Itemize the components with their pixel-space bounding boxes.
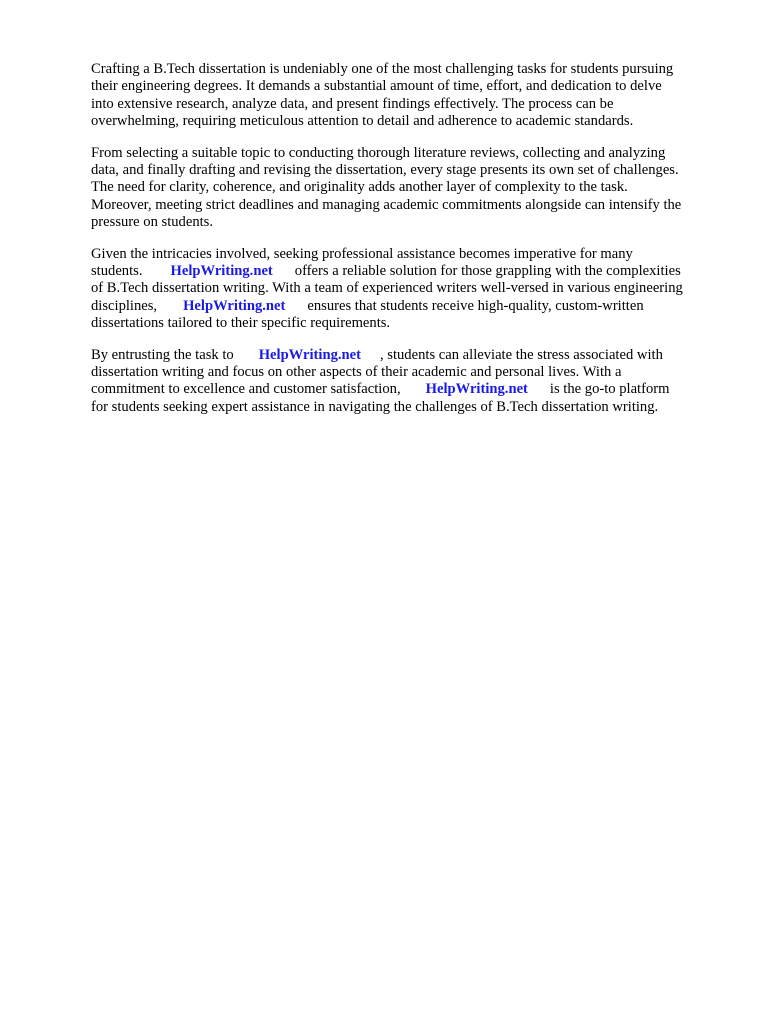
- text-segment: is the go-to platform: [549, 381, 670, 398]
- text-segment: offers a reliable solution for those grappling with the complexities: [294, 262, 681, 279]
- text-line: Crafting a B.Tech dissertation is undeniably one of the most challenging tasks for students pursuing: [91, 61, 674, 77]
- text-line: The need for clarity, coherence, and originality adds another layer of complexity to the task.: [91, 179, 628, 196]
- text-line: data, and finally drafting and revising the dissertation, every stage presents its own set of challenges.: [91, 161, 679, 178]
- helpwriting-link[interactable]: HelpWriting.net: [425, 381, 528, 398]
- paragraph-assistance: [91, 246, 731, 332]
- helpwriting-link[interactable]: HelpWriting.net: [170, 262, 273, 279]
- paragraph-challenges: [91, 145, 731, 231]
- text-line: From selecting a suitable topic to conducting thorough literature reviews, collecting and analyzing: [91, 144, 666, 161]
- text-segment: By entrusting the task to: [91, 346, 234, 363]
- document-page: [91, 61, 731, 430]
- text-line: into extensive research, analyze data, and present findings effectively. The process can be: [91, 95, 614, 112]
- text-line: [91, 347, 731, 364]
- text-line: dissertations tailored to their specific requirements.: [91, 314, 391, 331]
- text-segment: students.: [91, 262, 143, 279]
- text-line: for students seeking expert assistance in navigating the challenges of B.Tech dissertation writing.: [91, 398, 659, 415]
- text-line: pressure on students.: [91, 213, 214, 230]
- text-line: overwhelming, requiring meticulous attention to detail and adherence to academic standards.: [91, 112, 634, 129]
- text-line: [91, 298, 731, 315]
- helpwriting-link[interactable]: HelpWriting.net: [183, 297, 286, 314]
- paragraph-intro: [91, 61, 731, 130]
- text-line: Moreover, meeting strict deadlines and managing academic commitments alongside can intensify the: [91, 196, 682, 213]
- paragraph-conclusion: [91, 347, 731, 416]
- text-segment: ensures that students receive high-quality, custom-written: [307, 297, 644, 314]
- text-line: [91, 263, 731, 280]
- text-segment: disciplines,: [91, 297, 158, 314]
- text-segment: commitment to excellence and customer satisfaction,: [91, 381, 401, 398]
- text-segment: , students can alleviate the stress associated with: [379, 346, 663, 363]
- text-line: their engineering degrees. It demands a substantial amount of time, effort, and dedication to delve: [91, 78, 662, 95]
- text-line: of B.Tech dissertation writing. With a team of experienced writers well-versed in various engineering: [91, 280, 683, 297]
- text-line: dissertation writing and focus on other aspects of their academic and personal lives. With a: [91, 363, 622, 380]
- text-line: Given the intricacies involved, seeking professional assistance becomes imperative for many: [91, 245, 633, 262]
- helpwriting-link[interactable]: HelpWriting.net: [258, 346, 361, 363]
- text-line: [91, 381, 731, 398]
